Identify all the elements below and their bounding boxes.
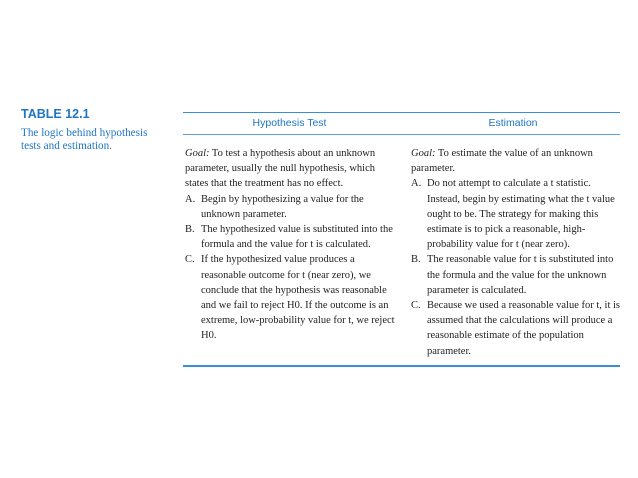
step-text: The reasonable value for t is substituted into the formula and the value for the unknown parameter is calculated.	[427, 254, 614, 296]
goal-text: To test a hypothesis about an unknown parameter, usually the null hypothesis, which states that the treatment has no effect.	[185, 148, 376, 190]
estimation-goal	[411, 146, 623, 176]
column-header-estimation: Estimation	[488, 117, 538, 129]
step-marker: C.	[411, 300, 421, 312]
estimation-column	[411, 146, 623, 359]
hypothesis-step-b	[185, 222, 398, 252]
hypothesis-step-c	[185, 252, 398, 343]
caption-line-1: The logic behind hypothesis	[21, 127, 148, 139]
goal-label: Goal:	[411, 148, 436, 159]
step-marker: C.	[185, 254, 195, 266]
step-marker: A.	[185, 193, 196, 205]
table-caption	[21, 127, 171, 153]
table-caption-block	[21, 107, 171, 153]
goal-label: Goal:	[185, 148, 210, 159]
table-label: TABLE 12.1	[21, 107, 90, 121]
column-header-hypothesis-test: Hypothesis Test	[252, 117, 327, 129]
step-text: Because we used a reasonable value for t, it is assumed that the calculations will produce a reasonable estimate of the population parameter.	[427, 300, 621, 357]
estimation-step-c	[411, 298, 623, 359]
goal-text: To estimate the value of an unknown parameter.	[411, 148, 593, 175]
header-rule	[183, 134, 620, 135]
hypothesis-test-column	[185, 146, 398, 344]
estimation-step-b	[411, 252, 623, 298]
table-top-rule	[183, 112, 620, 113]
step-text: If the hypothesized value produces a reasonable outcome for t (near zero), we conclude that the hypothesis was reasonable and we fail to reject H0. If the outcome is an extreme, low-probability value for t, we reject H0.	[201, 254, 395, 342]
step-marker: B.	[185, 224, 195, 236]
step-text: Begin by hypothesizing a value for the unknown parameter.	[201, 193, 364, 220]
step-text: The hypothesized value is substituted into the formula and the value for t is calculated.	[201, 224, 393, 251]
step-marker: B.	[411, 254, 421, 266]
caption-line-2: tests and estimation.	[21, 140, 113, 152]
step-marker: A.	[411, 178, 422, 190]
hypothesis-goal	[185, 146, 398, 192]
estimation-step-a	[411, 176, 623, 252]
table-bottom-rule	[183, 365, 620, 367]
step-text: Do not attempt to calculate a t statistic. Instead, begin by estimating what the t value ought to be. The strategy for making this estimate is to pick a reasonable, high-probability value for t (near zero).	[427, 178, 615, 251]
hypothesis-step-a	[185, 192, 398, 222]
